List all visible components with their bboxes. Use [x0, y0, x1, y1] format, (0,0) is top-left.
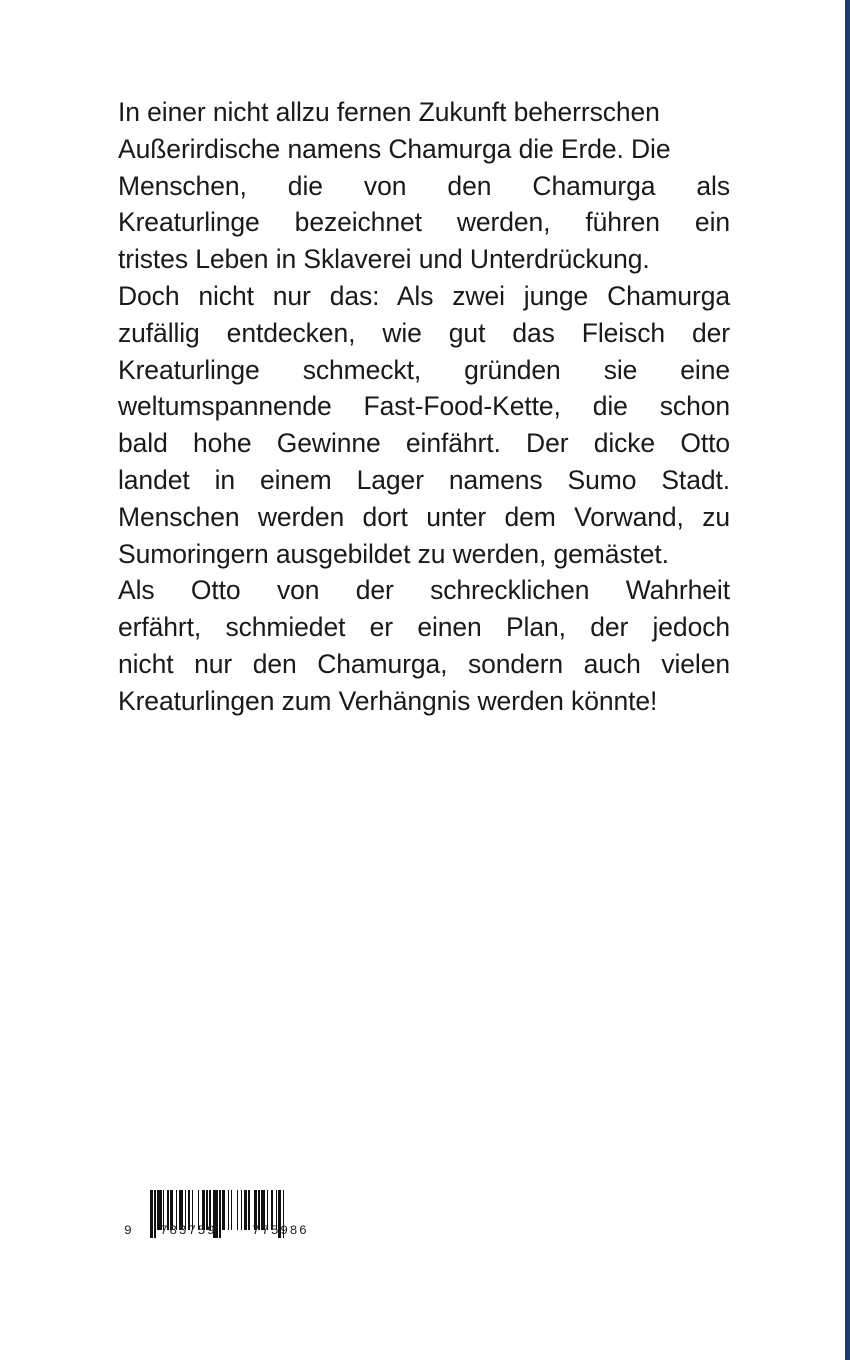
blurb-line: Menschen werden dort unter dem Vorwand, zu: [118, 501, 730, 532]
blurb-line: Kreaturlinge schmeckt, gründen sie eine: [118, 354, 730, 385]
blurb-text: [118, 94, 730, 720]
blurb-line: Kreaturlingen zum Verhängnis werden könnte!: [118, 685, 658, 716]
blurb-line: Als Otto von der schrecklichen Wahrheit: [118, 575, 730, 606]
blurb-line: Menschen, die von den Chamurga als: [118, 170, 730, 201]
blurb-line: erfährt, schmiedet er einen Plan, der jedoch: [118, 612, 730, 643]
blurb-line: nicht nur den Chamurga, sondern auch vielen: [118, 648, 730, 679]
blurb-line: Kreaturlinge bezeichnet werden, führen ein: [118, 207, 730, 238]
blurb-line: tristes Leben in Sklaverei und Unterdrückung.: [118, 244, 650, 275]
blurb-line: Doch nicht nur das: Als zwei junge Chamurga: [118, 280, 730, 311]
blurb-line: zufällig entdecken, wie gut das Fleisch der: [118, 317, 730, 348]
barcode-right-digits: 775986: [252, 1223, 309, 1238]
blurb-line: Außerirdische namens Chamurga die Erde. Die: [118, 133, 671, 164]
spine-edge: [845, 0, 850, 1360]
blurb-line: bald hohe Gewinne einfährt. Der dicke Otto: [118, 428, 730, 459]
barcode-left-digits: 783759: [160, 1223, 217, 1238]
blurb-line: Sumoringern ausgebildet zu werden, gemästet.: [118, 538, 669, 569]
blurb-line: landet in einem Lager namens Sumo Stadt.: [118, 464, 730, 495]
blurb-line: In einer nicht allzu fernen Zukunft beherrschen: [118, 97, 660, 127]
blurb-line: weltumspannende Fast-Food-Kette, die schon: [118, 391, 730, 422]
barcode-first-digit: 9: [124, 1223, 134, 1238]
